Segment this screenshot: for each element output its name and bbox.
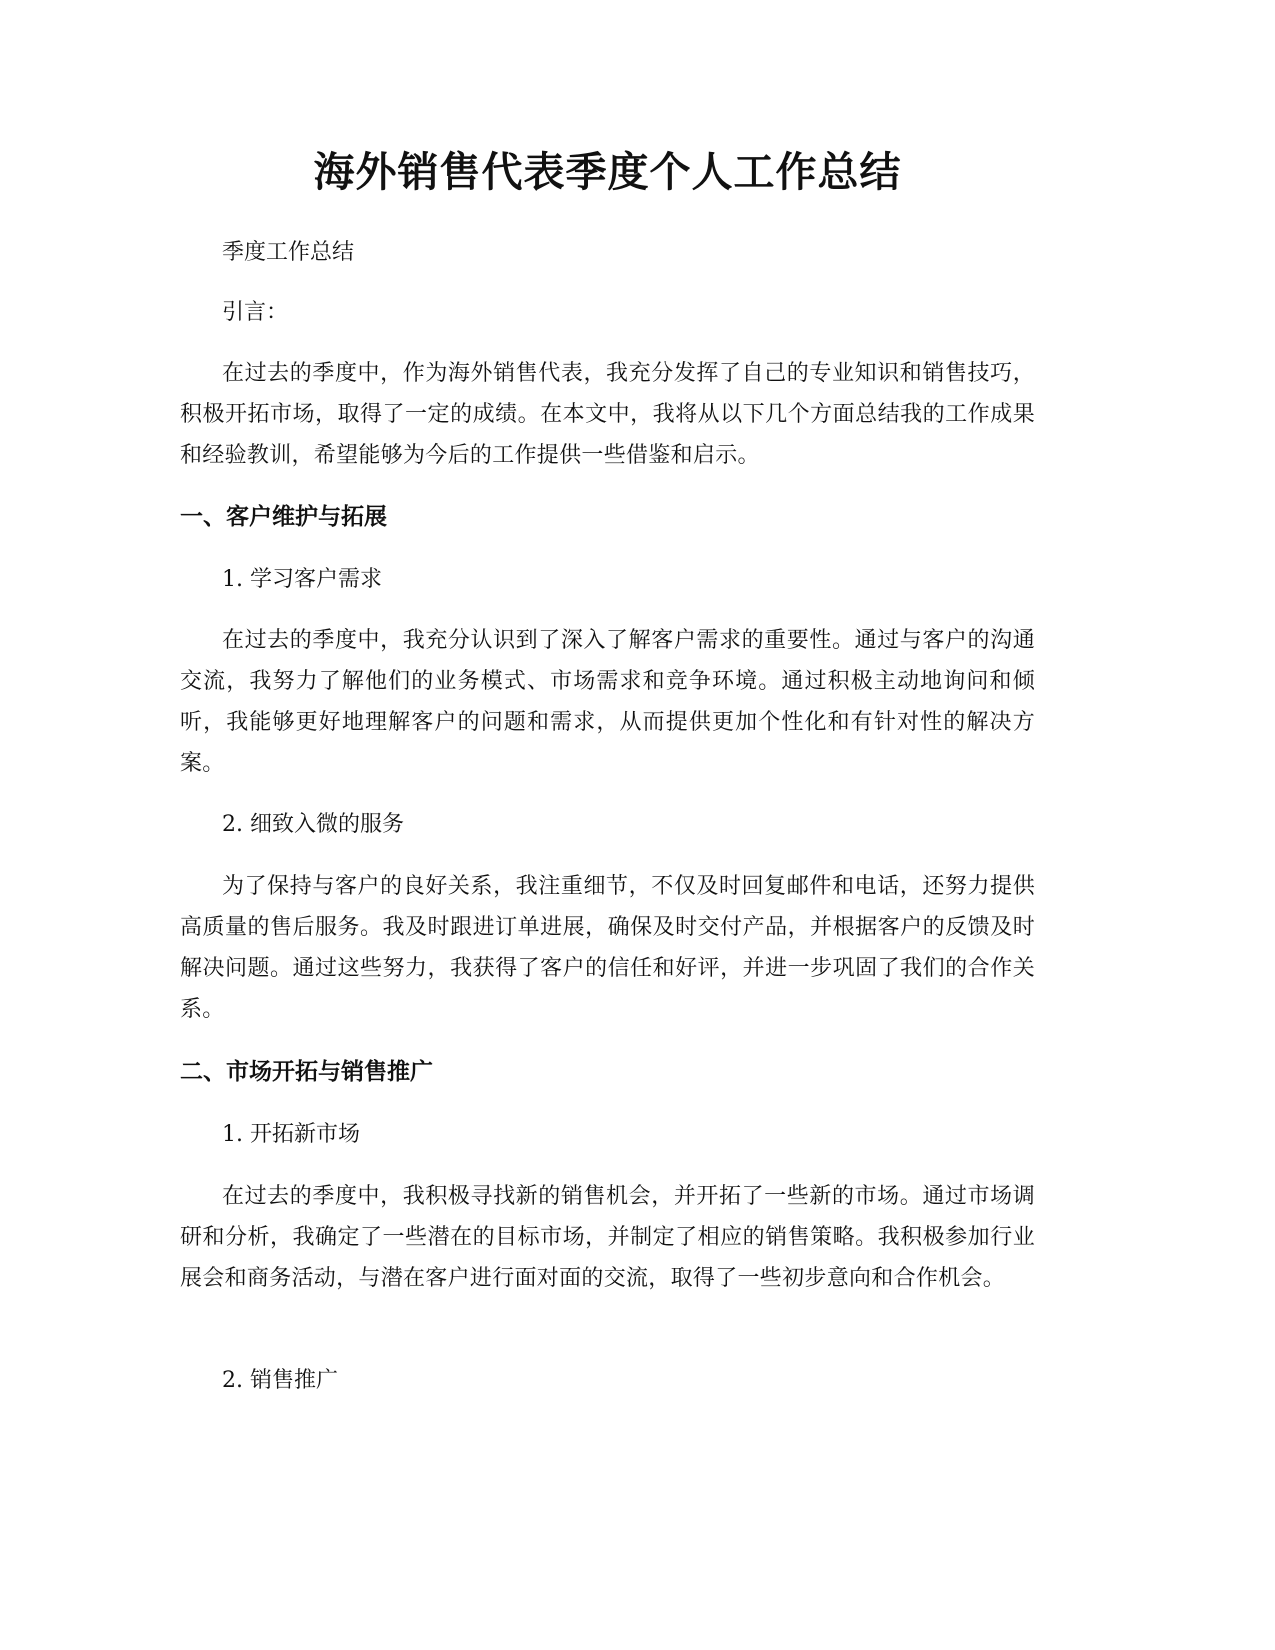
document-subtitle: 季度工作总结 bbox=[222, 240, 355, 265]
paragraph-new-markets: 在过去的季度中，我积极寻找新的销售机会，并开拓了一些新的市场。通过市场调研和分析，我确定了一些潜在的目标市场，并制定了相应的销售策略。我积极参加行业展会和商务活动，与潜在客户进行面对面的交流，取得了一些初步意向和合作机会。 bbox=[180, 1184, 1035, 1291]
intro-label: 引言： bbox=[222, 300, 289, 325]
paragraph-customer-needs: 在过去的季度中，我充分认识到了深入了解客户需求的重要性。通过与客户的沟通交流，我努力了解他们的业务模式、市场需求和竞争环境。通过积极主动地询问和倾听，我能够更好地理解客户的问题和需求，从而提供更加个性化和有针对性的解决方案。 bbox=[180, 628, 1035, 776]
subheading-new-markets: 1. 开拓新市场 bbox=[222, 1122, 360, 1147]
section-heading-market: 二、市场开拓与销售推广 bbox=[180, 1059, 433, 1085]
subheading-sales-promotion: 2. 销售推广 bbox=[222, 1368, 338, 1393]
intro-paragraph: 在过去的季度中，作为海外销售代表，我充分发挥了自己的专业知识和销售技巧，积极开拓市场，取得了一定的成绩。在本文中，我将从以下几个方面总结我的工作成果和经验教训，希望能够为今后的工作提供一些借鉴和启示。 bbox=[180, 361, 1035, 468]
subheading-detailed-service: 2. 细致入微的服务 bbox=[222, 812, 404, 837]
section-heading-customer: 一、客户维护与拓展 bbox=[180, 504, 387, 530]
paragraph-detailed-service: 为了保持与客户的良好关系，我注重细节，不仅及时回复邮件和电话，还努力提供高质量的售后服务。我及时跟进订单进展，确保及时交付产品，并根据客户的反馈及时解决问题。通过这些努力，我获得了客户的信任和好评，并进一步巩固了我们的合作关系。 bbox=[180, 874, 1035, 1022]
subheading-customer-needs: 1. 学习客户需求 bbox=[222, 567, 382, 592]
document-title: 海外销售代表季度个人工作总结 bbox=[313, 148, 902, 196]
